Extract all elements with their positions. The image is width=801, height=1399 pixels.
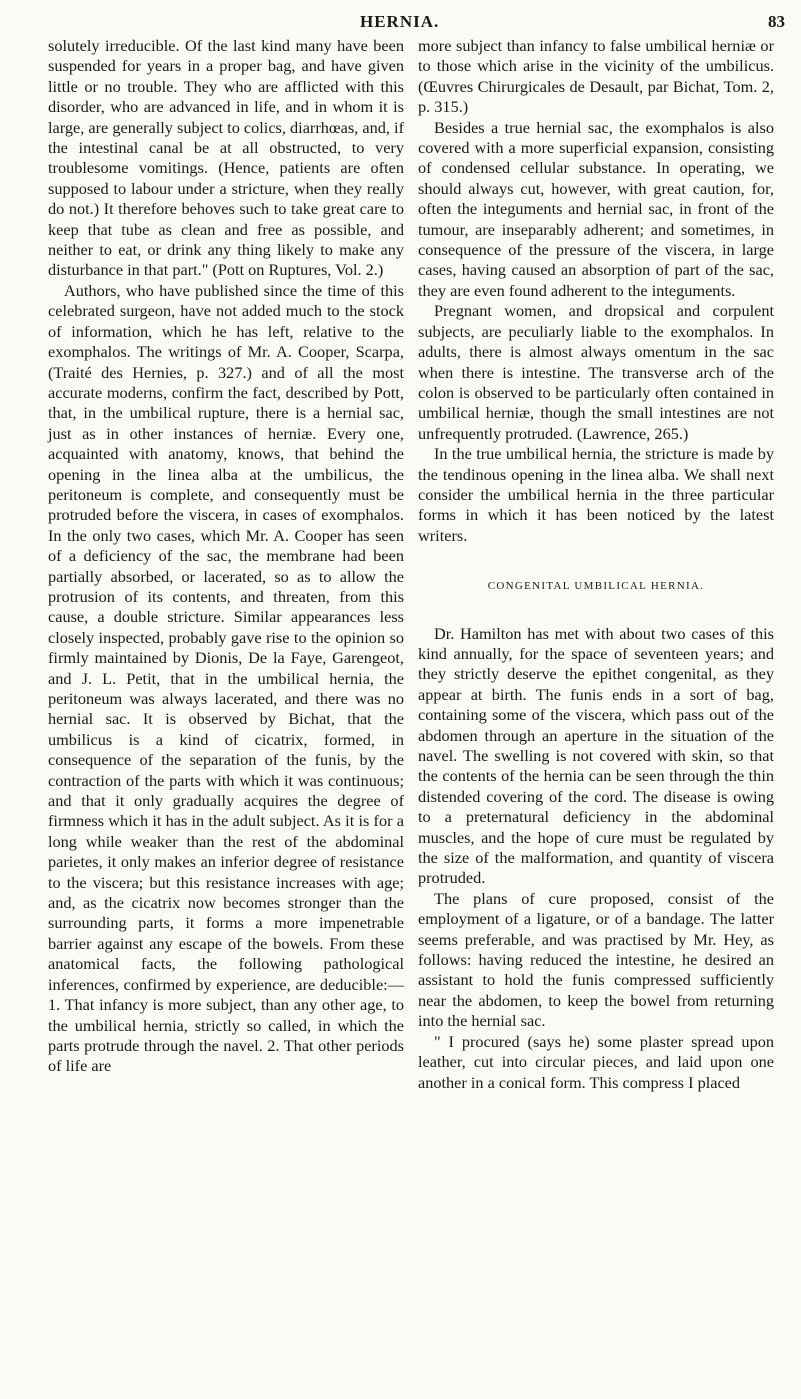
paragraph: In the true umbilical hernia, the stricture is made by the tendinous opening in the linea alba. We shall next consider the umbilical hernia in the three particular forms in which it has been noticed by the latest writers. xyxy=(418,444,774,545)
running-head: HERNIA. xyxy=(360,12,440,31)
paragraph: Authors, who have published since the time of this celebrated surgeon, have not added much to the stock of information, which he has left, relative to the exomphalos. The writings of Mr. A. Cooper, Scarpa, (Traité des Hernies, p. 327.) and of all the most accurate moderns, confirm the fact, described by Pott, that, in the umbilical rupture, there is a hernial sac, just as in other instances of herniæ. Every one, acquainted with anatomy, knows, that behind the opening in the linea alba at the umbilicus, the peritoneum is complete, and consequently must be protruded before the viscera, in cases of exomphalos. In the only two cases, which Mr. A. Cooper has seen of a deficiency of the sac, the membrane had been partially absorbed, or lacerated, so as to allow the protrusion of its contents, and threaten, from this cause, a double stricture. Similar appearances less closely inspected, probably gave rise to the opinion so firmly maintained by Dionis, De la Faye, Garengeot, and J. L. Petit, that in the umbilical hernia, the peritoneum was always lacerated, and there was no hernial sac. It is observed by Bichat, that the umbilicus is a kind of cicatrix, formed, in consequence of the separation of the funis, by the contraction of the parts with which it was continuous; and that it only gradually acquires the degree of firmness which it has in the adult subject. As it is for a long while weaker than the rest of the abdominal parietes, it only makes an inferior degree of resistance to the viscera; but this resistance increases with age; and, as the cicatrix now becomes stronger than the surrounding parts, it forms a more impenetrable barrier against any escape of the bowels. From these anatomical facts, the following pathological inferences, confirmed by experience, are deducible:—1. That infancy is more subject, than any other age, to the umbilical hernia, strictly so called, in which the parts protrude through the navel. 2. That other periods of life are xyxy=(48,280,404,1076)
section-heading: CONGENITAL UMBILICAL HERNIA. xyxy=(487,580,705,593)
paragraph: Dr. Hamilton has met with about two cases of this kind annually, for the space of seventeen years; and they strictly deserve the epithet congenital, as they appear at birth. The funis ends in a sort of bag, containing some of the viscera, which pass out of the abdomen through an aperture in the situation of the navel. The swelling is not covered with skin, so that the contents of the hernia can be seen through the thin distended covering of the cord. The disease is owing to a preternatural deficiency in the abdominal muscles, and the hope of cure must be regulated by the size of the malformation, and quantity of viscera protruded. xyxy=(418,623,774,888)
right-column xyxy=(418,36,774,1093)
paragraph: The plans of cure proposed, consist of the employment of a ligature, or of a bandage. The latter seems preferable, and was practised by Mr. Hey, as follows: having reduced the intestine, he desired an assistant to hold the funis compressed sufficiently near the abdomen, to keep the bowel from returning into the hernial sac. xyxy=(418,888,774,1031)
page-number: 83 xyxy=(768,12,785,31)
left-column xyxy=(48,36,404,1077)
page-header xyxy=(0,8,801,38)
paragraph: Pregnant women, and dropsical and corpulent subjects, are peculiarly liable to the exomphalos. In adults, there is almost always omentum in the sac when there is intestine. The transverse arch of the colon is observed to be particularly often contained in umbilical herniæ, though the small intestines are not unfrequently protruded. (Lawrence, 265.) xyxy=(418,301,774,443)
paragraph: " I procured (says he) some plaster spread upon leather, cut into circular pieces, and laid upon one another in a conical form. This compress I placed xyxy=(418,1031,774,1092)
paragraph: Besides a true hernial sac, the exomphalos is also covered with a more superficial expansion, consisting of condensed cellular substance. In operating, we should always cut, however, with great caution, for, often the integuments and hernial sac, in front of the tumour, are inseparably adherent; and sometimes, in consequence of the pressure of the viscera, in large cases, having caused an absorption of part of the sac, they are even found adherent to the integuments. xyxy=(418,117,774,300)
paragraph: more subject than infancy to false umbilical herniæ or to those which arise in the vicinity of the umbilicus. (Œuvres Chirurgicales de Desault, par Bichat, Tom. 2, p. 315.) xyxy=(418,36,774,117)
paragraph: solutely irreducible. Of the last kind many have been suspended for years in a proper bag, and have given little or no trouble. They who are afflicted with this disorder, who are advanced in life, and in whom it is large, are generally subject to colics, diarrhœas, and, if the intestinal canal be at all obstructed, to very troublesome vomitings. (Hence, patients are often supposed to labour under a stricture, when they really do not.) It therefore behoves such to take great care to keep that tube as clean and free as possible, and neither to eat, or drink any thing likely to make any disturbance in that part." (Pott on Ruptures, Vol. 2.) xyxy=(48,36,404,280)
